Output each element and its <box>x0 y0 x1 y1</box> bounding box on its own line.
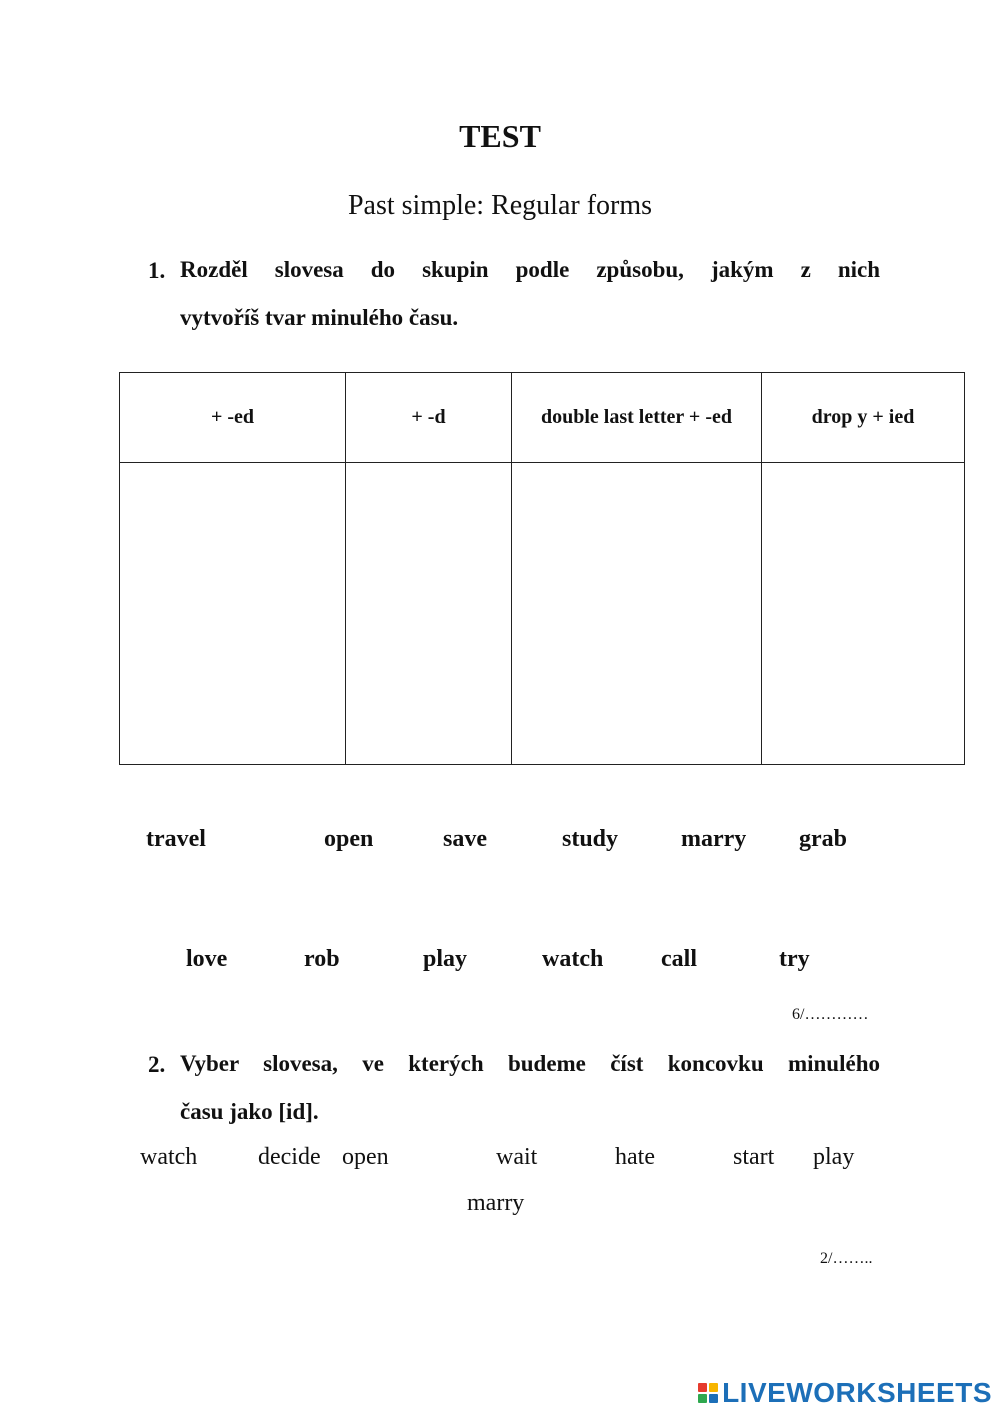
logo-square-green <box>698 1394 707 1403</box>
word-save[interactable]: save <box>443 826 487 852</box>
word-watch[interactable]: watch <box>542 946 604 972</box>
choice-start[interactable]: start <box>733 1144 775 1170</box>
word-travel[interactable]: travel <box>146 826 206 852</box>
word-call[interactable]: call <box>661 946 697 972</box>
task-2-instructions <box>180 1040 880 1136</box>
word-rob[interactable]: rob <box>304 946 340 972</box>
logo-square-blue <box>709 1394 718 1403</box>
drop-zone-ed[interactable] <box>120 463 346 765</box>
drop-zone-double-letter[interactable] <box>512 463 762 765</box>
word-study[interactable]: study <box>562 826 619 852</box>
choice-watch[interactable]: watch <box>140 1144 198 1170</box>
page-title: TEST <box>459 118 541 154</box>
task-1-line-1: Rozděl slovesa do skupin podle způsobu, jakým z nich <box>180 257 880 282</box>
liveworksheets-logo-icon <box>698 1383 718 1403</box>
word-marry[interactable]: marry <box>681 826 747 852</box>
task-2-line-1: Vyber slovesa, ve kterých budeme číst koncovku minulého <box>180 1051 880 1076</box>
sorting-table <box>119 372 965 765</box>
choice-wait[interactable]: wait <box>496 1144 538 1170</box>
choice-hate[interactable]: hate <box>615 1144 655 1170</box>
header-d: + -d <box>346 373 512 463</box>
logo-square-red <box>698 1383 707 1392</box>
liveworksheets-logo <box>698 1378 992 1408</box>
task-1-number: 1. <box>148 258 166 283</box>
word-open[interactable]: open <box>324 826 374 852</box>
task-1-instructions <box>180 246 880 342</box>
task-2-line-2: času jako [id]. <box>180 1099 319 1124</box>
word-love[interactable]: love <box>186 946 228 972</box>
page-subtitle: Past simple: Regular forms <box>347 190 653 221</box>
choice-open[interactable]: open <box>342 1144 389 1170</box>
word-grab[interactable]: grab <box>799 826 847 852</box>
liveworksheets-logo-text: LIVEWORKSHEETS <box>722 1377 992 1408</box>
score-task-2: 2/…….. <box>820 1250 873 1267</box>
task-2-number: 2. <box>148 1052 166 1077</box>
choice-marry[interactable]: marry <box>467 1190 525 1216</box>
task-1-line-2: vytvoříš tvar minulého času. <box>180 305 459 330</box>
logo-square-yellow <box>709 1383 718 1392</box>
word-try[interactable]: try <box>779 946 810 972</box>
header-drop-y: drop y + ied <box>762 373 965 463</box>
header-double-letter: double last letter + -ed <box>512 373 762 463</box>
drop-zone-drop-y[interactable] <box>762 463 965 765</box>
drop-zone-d[interactable] <box>346 463 512 765</box>
table-header-row <box>120 373 965 463</box>
choice-play[interactable]: play <box>813 1144 855 1170</box>
score-task-1: 6/………… <box>792 1006 869 1023</box>
word-play[interactable]: play <box>423 946 468 972</box>
header-ed: + -ed <box>120 373 346 463</box>
choice-decide[interactable]: decide <box>258 1144 321 1170</box>
table-answer-row <box>120 463 965 765</box>
